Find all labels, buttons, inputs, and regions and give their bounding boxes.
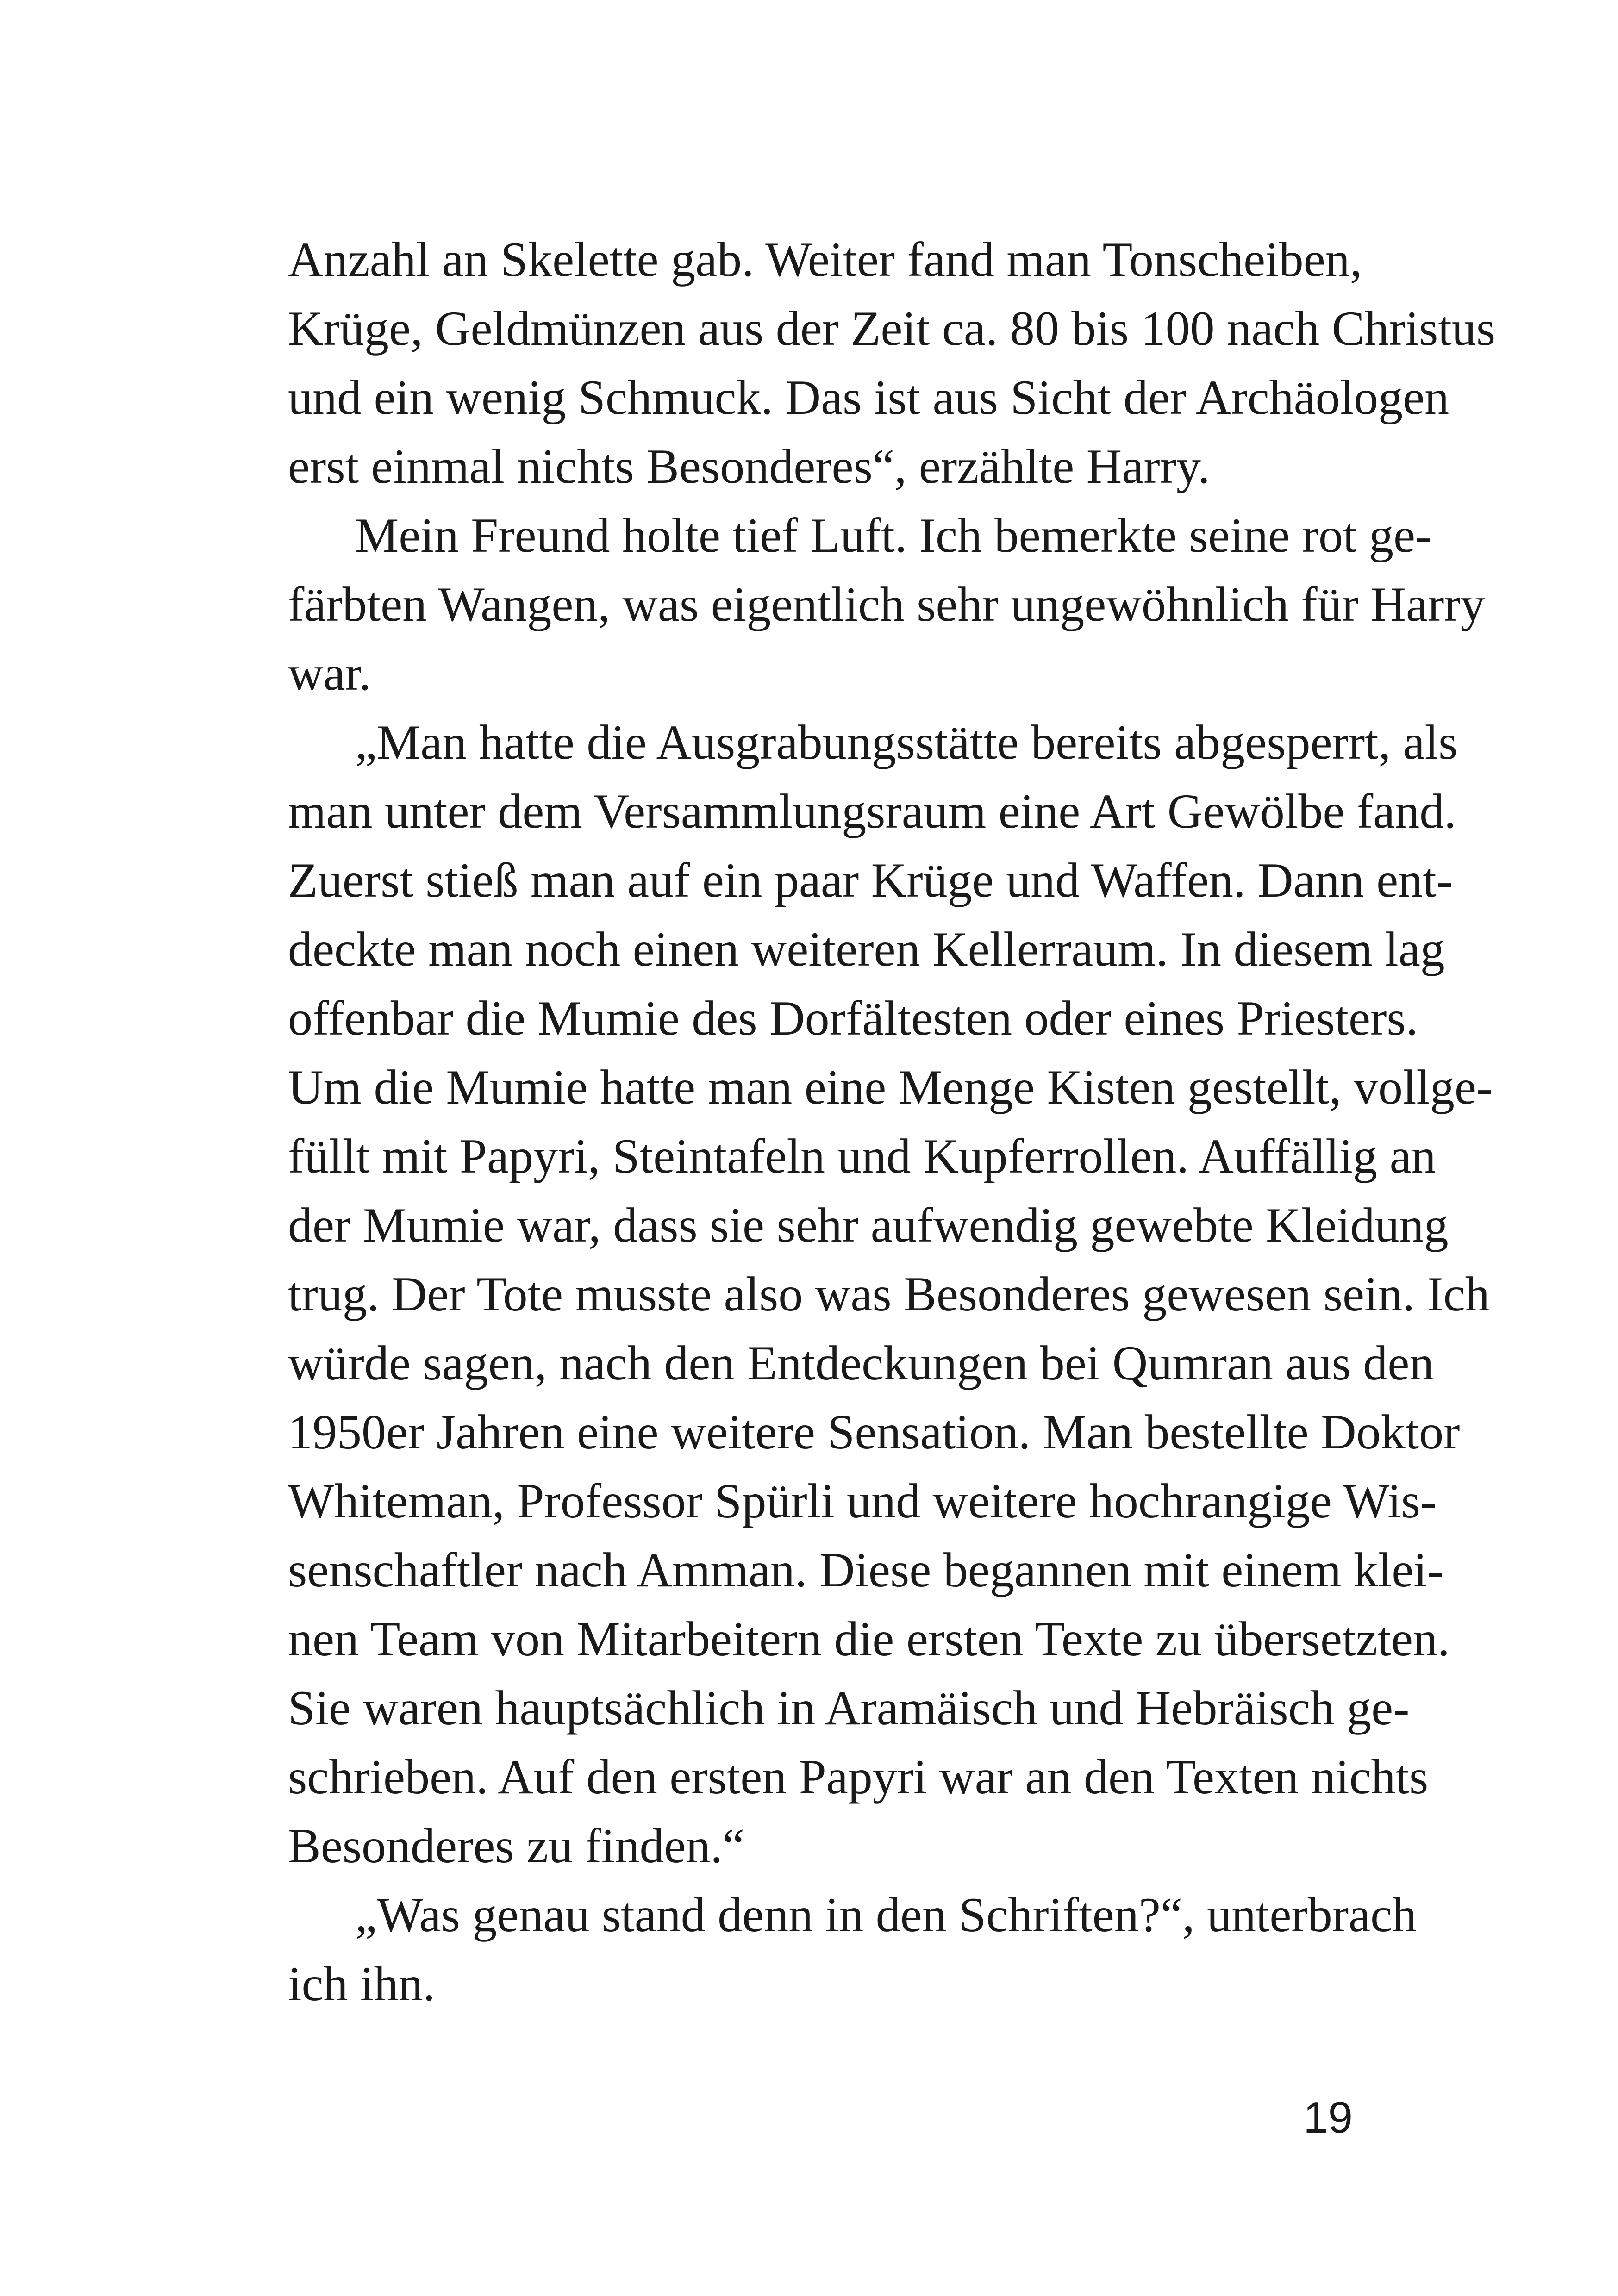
- text-line: Besonderes zu finden.“: [288, 1819, 745, 1873]
- body-text: [288, 225, 1496, 2018]
- text-line: 1950er Jahren eine weitere Sensation. Man bestellte Doktor: [288, 1405, 1460, 1459]
- text-line: offenbar die Mumie des Dorfältesten oder eines Priesters.: [288, 991, 1418, 1045]
- text-line: Mein Freund holte tief Luft. Ich bemerkte seine rot ge-: [355, 508, 1432, 562]
- text-line: der Mumie war, dass sie sehr aufwendig gewebte Kleidung: [288, 1198, 1449, 1252]
- paragraph-4: [288, 1880, 1417, 2018]
- text-line: war.: [288, 646, 371, 700]
- text-line: Anzahl an Skelette gab. Weiter fand man Tonscheiben,: [288, 232, 1362, 287]
- text-line: erst einmal nichts Besonderes“, erzählte Harry.: [288, 439, 1210, 493]
- text-line: „Was genau stand denn in den Schriften?“, unterbrach: [355, 1888, 1417, 1942]
- text-line: Zuerst stieß man auf ein paar Krüge und Waffen. Dann ent-: [288, 853, 1453, 907]
- text-line: trug. Der Tote musste also was Besonderes gewesen sein. Ich: [288, 1267, 1490, 1321]
- paragraph-1: [288, 225, 1496, 501]
- text-line: man unter dem Versammlungsraum eine Art Gewölbe fand.: [288, 784, 1456, 838]
- text-line: Um die Mumie hatte man eine Menge Kisten gestellt, vollge-: [288, 1060, 1493, 1114]
- text-line: Sie waren hauptsächlich in Aramäisch und Hebräisch ge-: [288, 1681, 1410, 1735]
- text-line: Whiteman, Professor Spürli und weitere hochrangige Wis-: [288, 1474, 1437, 1528]
- paragraph-3: [288, 708, 1493, 1880]
- text-line: „Man hatte die Ausgrabungsstätte bereits abgesperrt, als: [355, 715, 1458, 769]
- text-line: Krüge, Geldmünzen aus der Zeit ca. 80 bis 100 nach Christus: [288, 301, 1496, 356]
- text-line: färbten Wangen, was eigentlich sehr ungewöhnlich für Harry: [288, 577, 1485, 631]
- paragraph-2: [288, 501, 1485, 708]
- text-line: würde sagen, nach den Entdeckungen bei Qumran aus den: [288, 1336, 1434, 1390]
- page-number: 19: [1303, 2093, 1353, 2142]
- text-line: senschaftler nach Amman. Diese begannen mit einem klei-: [288, 1543, 1444, 1597]
- text-line: und ein wenig Schmuck. Das ist aus Sicht der Archäologen: [288, 370, 1449, 424]
- text-line: ich ihn.: [288, 1957, 435, 2011]
- text-line: deckte man noch einen weiteren Kellerraum. In diesem lag: [288, 922, 1445, 976]
- text-line: schrieben. Auf den ersten Papyri war an den Texten nichts: [288, 1750, 1429, 1804]
- text-line: nen Team von Mitarbeitern die ersten Texte zu übersetzten.: [288, 1612, 1450, 1666]
- text-line: füllt mit Papyri, Steintafeln und Kupferrollen. Auffällig an: [288, 1129, 1436, 1183]
